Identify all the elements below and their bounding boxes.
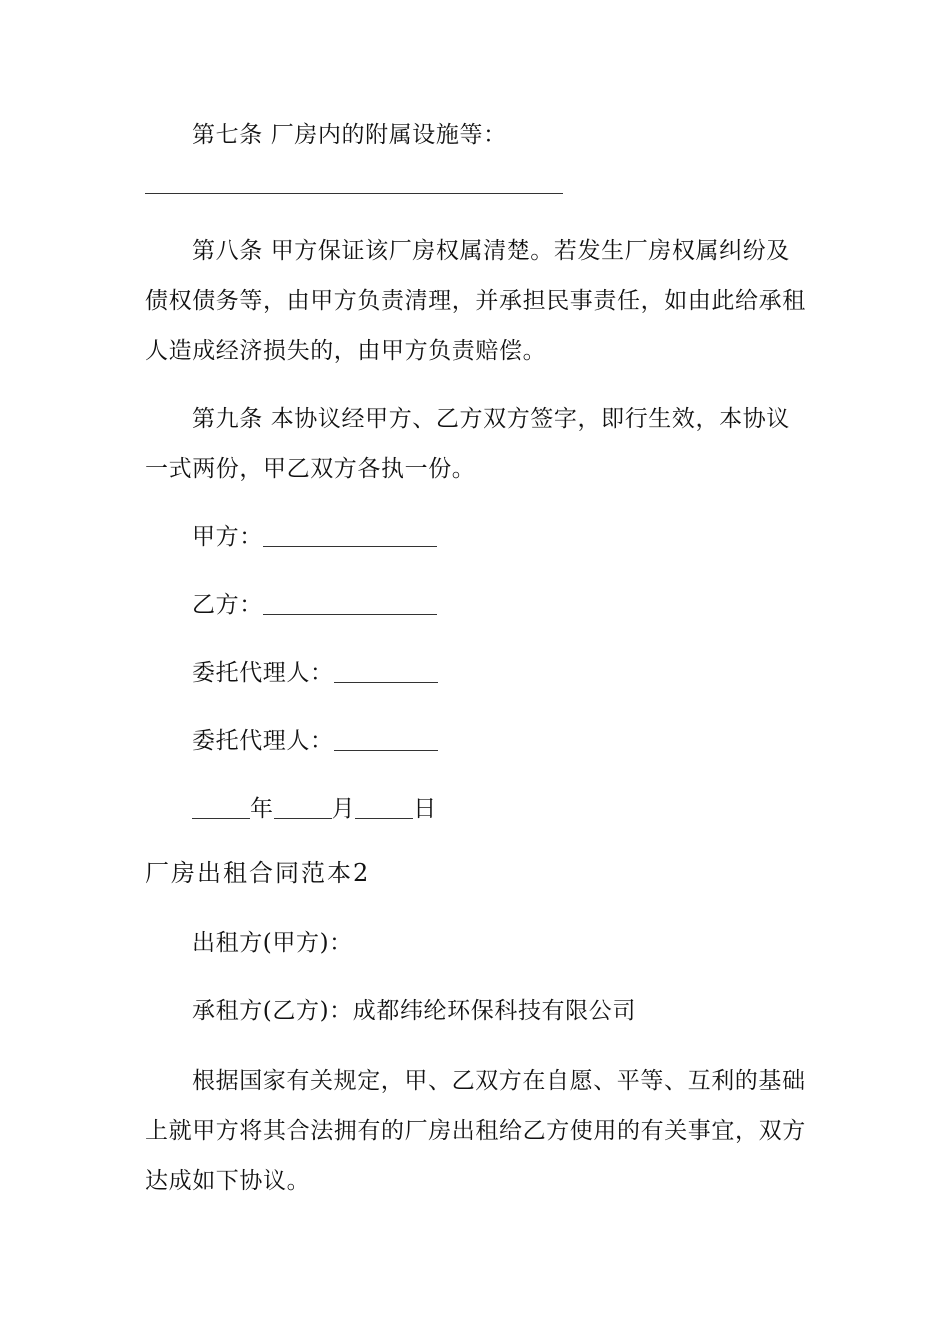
fill-in-line [145,193,563,194]
intro-paragraph: 根据国家有关规定，甲、乙双方在自愿、平等、互利的基础上就甲方将其合法拥有的厂房出租给乙方使用的有关事宜，双方达成如下协议。 [145,1068,806,1194]
agent-2-label: 委托代理人： [192,728,334,754]
year-label: 年 [250,796,274,822]
section-title: 厂房出租合同范本2 [145,859,371,887]
article-9: 第九条 本协议经甲方、乙方双方签字，即行生效，本协议一式两份，甲乙双方各执一份。 [145,406,790,482]
agent-1-blank [334,681,438,683]
lessor-line: 出租方(甲方)： [192,930,353,956]
agent-2-signature [192,724,812,758]
article-8: 第八条 甲方保证该厂房权属清楚。若发生厂房权属纠纷及债权债务等，由甲方负责清理，并承担民事责任，如由此给承租人造成经济损失的，由甲方负责赔偿。 [145,238,806,364]
agent-1-label: 委托代理人： [192,660,334,686]
agent-1-signature [192,656,812,690]
article-7: 第七条 厂房内的附属设施等： [192,122,507,148]
party-a-label: 甲方： [192,524,263,550]
year-blank [192,817,250,819]
party-a-signature [192,520,812,554]
party-a-blank [263,545,437,547]
party-b-blank [263,613,437,615]
agent-2-blank [334,749,438,751]
month-label: 月 [331,796,356,822]
party-b-label: 乙方： [192,592,263,618]
day-label: 日 [413,796,437,822]
lessee-line: 承租方(乙方)：成都纬纶环保科技有限公司 [192,998,636,1024]
party-b-signature [192,588,812,622]
day-blank [355,817,413,819]
month-blank [274,817,332,819]
date-line [192,792,812,826]
